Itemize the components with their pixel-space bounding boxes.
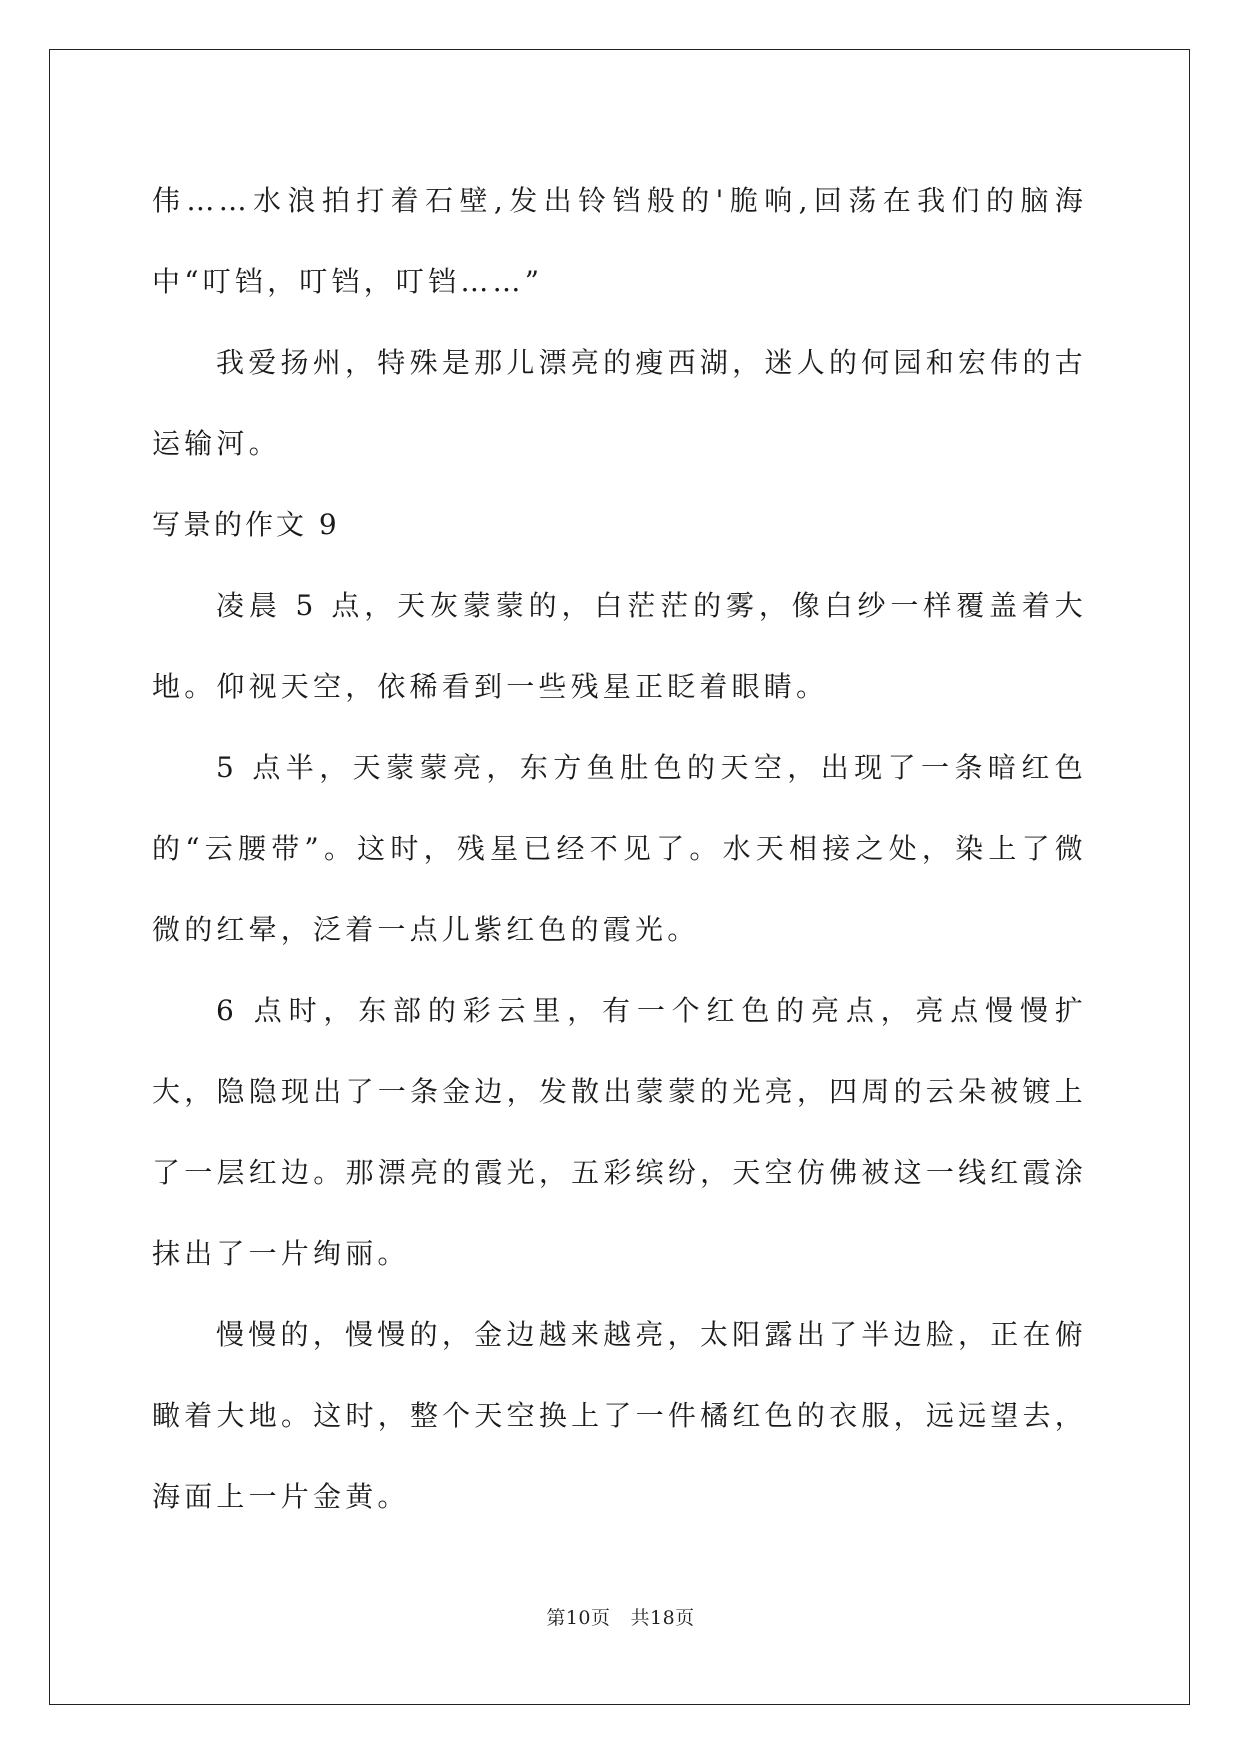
paragraph-continuation: 伟……水浪拍打着石壁,发出铃铛般的'脆响,回荡在我们的脑海中“叮铛，叮铛，叮铛……” [152, 184, 1087, 298]
page-number-total: 共18页 [630, 1607, 695, 1629]
page-footer [0, 1606, 1241, 1630]
page-number-current: 第10页 [546, 1607, 611, 1629]
essay-title: 写景的作文 9 [152, 508, 340, 541]
paragraph-dawn-5am: 凌晨 5 点，天灰蒙蒙的，白茫茫的雾，像白纱一样覆盖着大地。仰视天空，依稀看到一些残星正眨着眼睛。 [152, 589, 1087, 703]
paragraph-yangzhou: 我爱扬州，特殊是那儿漂亮的瘦西湖，迷人的何园和宏伟的古运输河。 [152, 346, 1087, 460]
document-body [152, 160, 1087, 1537]
paragraph-dawn-6am: 6 点时，东部的彩云里，有一个红色的亮点，亮点慢慢扩大，隐隐现出了一条金边，发散出蒙蒙的光亮，四周的云朵被镀上了一层红边。那漂亮的霞光，五彩缤纷，天空仿佛被这一线红霞涂抹出了一片绚丽。 [152, 994, 1087, 1270]
paragraph-sunrise: 慢慢的，慢慢的，金边越来越亮，太阳露出了半边脸，正在俯瞰着大地。这时，整个天空换上了一件橘红色的衣服，远远望去，海面上一片金黄。 [152, 1318, 1087, 1513]
paragraph-dawn-530am: 5 点半，天蒙蒙亮，东方鱼肚色的天空，出现了一条暗红色的“云腰带”。这时，残星已经不见了。水天相接之处，染上了微微的红晕，泛着一点儿紫红色的霞光。 [152, 751, 1087, 946]
